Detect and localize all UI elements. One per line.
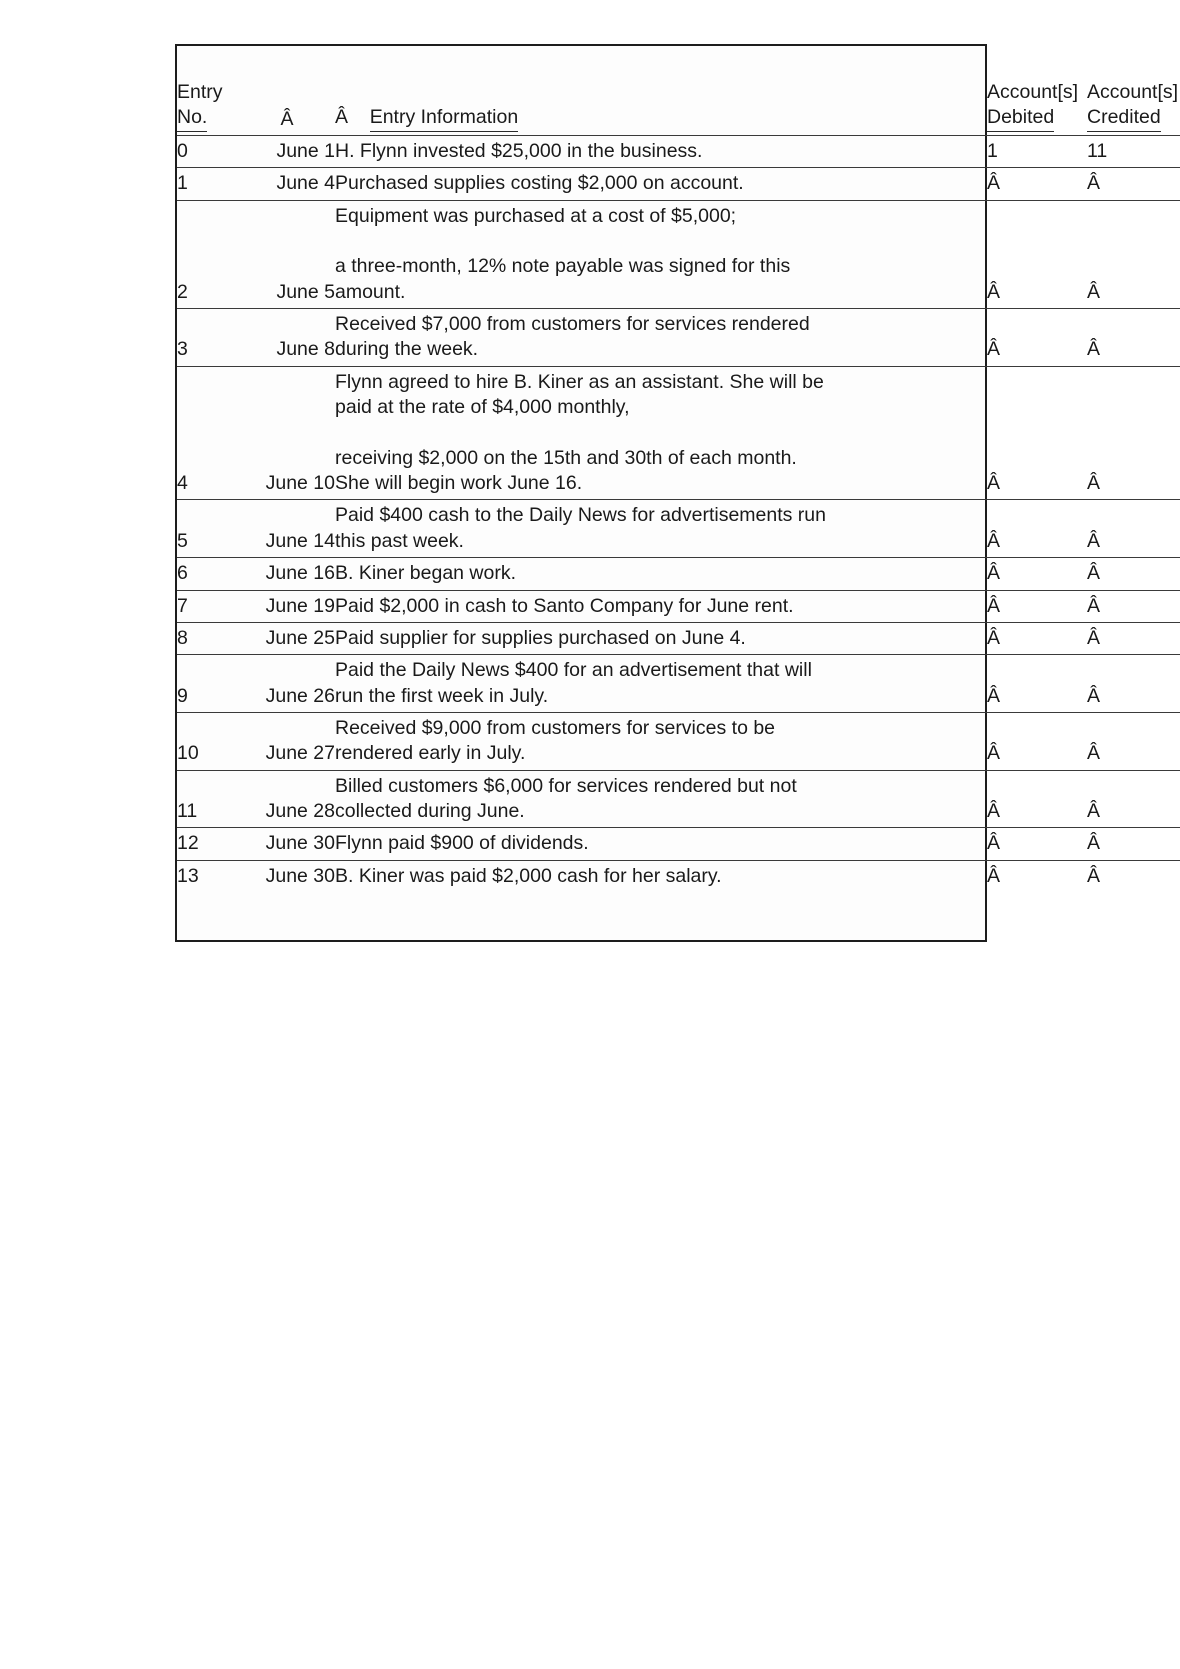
entry-information-line — [335, 229, 987, 254]
account-debited-value: Â — [987, 472, 1001, 495]
table-row — [177, 558, 1180, 590]
cell-entry-information — [335, 622, 987, 654]
cell-entry-no: 0 — [177, 136, 239, 168]
cell-account-debited — [987, 622, 1087, 654]
cell-account-credited — [1087, 860, 1180, 892]
cell-entry-information — [335, 590, 987, 622]
entry-information-line: a three-month, 12% note payable was signed for this — [335, 255, 791, 278]
entry-information-line: Received $9,000 from customers for services to be — [335, 716, 776, 739]
cell-entry-date: June 14 — [239, 500, 335, 558]
cell-entry-date: June 8 — [239, 309, 335, 367]
entry-information-line: H. Flynn invested $25,000 in the business. — [335, 140, 703, 162]
table-row — [177, 712, 1180, 770]
table-row — [177, 200, 1180, 308]
column-header-accounts-credited-line1: Account[s] — [1087, 81, 1179, 104]
cell-entry-no: 12 — [177, 828, 239, 860]
cell-account-debited — [987, 309, 1087, 367]
table-header — [177, 46, 1180, 136]
cell-entry-information — [335, 200, 987, 308]
account-credited-value: Â — [1087, 742, 1101, 765]
account-credited-value: Â — [1087, 172, 1101, 195]
cell-account-credited — [1087, 712, 1180, 770]
account-credited-value: Â — [1087, 472, 1101, 495]
account-debited-value: Â — [987, 529, 1001, 552]
cell-account-debited — [987, 860, 1087, 892]
table-row — [177, 168, 1180, 200]
table-row — [177, 770, 1180, 828]
cell-account-debited — [987, 168, 1087, 200]
account-credited-value: 11 — [1087, 140, 1108, 162]
cell-entry-no: 8 — [177, 622, 239, 654]
account-credited-value: Â — [1087, 562, 1101, 585]
cell-entry-no: 11 — [177, 770, 239, 828]
account-credited-value: Â — [1087, 626, 1101, 649]
account-debited-value: 1 — [987, 140, 998, 162]
column-header-entry-no — [177, 46, 239, 136]
account-credited-value: Â — [1087, 799, 1101, 822]
table-row — [177, 136, 1180, 168]
cell-account-debited — [987, 366, 1087, 500]
cell-account-credited — [1087, 366, 1180, 500]
column-header-accounts-debited — [987, 46, 1087, 136]
entry-information-line: this past week. — [335, 529, 464, 552]
cell-account-debited — [987, 828, 1087, 860]
account-credited-value: Â — [1087, 280, 1101, 303]
table-row — [177, 366, 1180, 500]
column-header-pad-1 — [239, 46, 335, 136]
cell-account-debited — [987, 558, 1087, 590]
cell-entry-date: June 5 — [239, 200, 335, 308]
account-debited-value: Â — [987, 594, 1001, 617]
cell-account-credited — [1087, 828, 1180, 860]
account-debited-value: Â — [987, 799, 1001, 822]
cell-entry-no: 13 — [177, 860, 239, 892]
column-header-accounts-credited — [1087, 46, 1180, 136]
cell-account-credited — [1087, 200, 1180, 308]
column-header-entry-no-line1: Entry — [177, 81, 223, 104]
entry-information-line: amount. — [335, 280, 406, 303]
cell-account-debited — [987, 500, 1087, 558]
entry-information-line: Flynn paid $900 of dividends. — [335, 832, 589, 855]
cell-account-debited — [987, 712, 1087, 770]
account-credited-value: Â — [1087, 594, 1101, 617]
entry-information-line: Paid $2,000 in cash to Santo Company for June rent. — [335, 594, 794, 617]
table-row — [177, 828, 1180, 860]
account-credited-value: Â — [1087, 529, 1101, 552]
entry-information-line: collected during June. — [335, 799, 525, 822]
entry-information-line: paid at the rate of $4,000 monthly, — [335, 396, 630, 419]
cell-entry-date: June 4 — [239, 168, 335, 200]
cell-entry-no: 9 — [177, 655, 239, 713]
cell-entry-date: June 10 — [239, 366, 335, 500]
cell-entry-no: 1 — [177, 168, 239, 200]
account-debited-value: Â — [987, 172, 1001, 195]
cell-account-credited — [1087, 590, 1180, 622]
account-credited-value: Â — [1087, 338, 1101, 361]
entry-information-line: Received $7,000 from customers for services rendered — [335, 313, 810, 336]
cell-entry-date: June 28 — [239, 770, 335, 828]
cell-entry-date: June 1 — [239, 136, 335, 168]
entry-information-line: Paid the Daily News $400 for an advertisement that will — [335, 659, 812, 682]
account-debited-value: Â — [987, 832, 1001, 855]
column-header-pad-1-glyph: Â — [280, 108, 294, 131]
column-header-accounts-debited-line1: Account[s] — [987, 81, 1079, 104]
cell-entry-information — [335, 860, 987, 892]
cell-entry-no: 6 — [177, 558, 239, 590]
cell-entry-information — [335, 712, 987, 770]
cell-entry-date: June 30 — [239, 828, 335, 860]
cell-entry-no: 7 — [177, 590, 239, 622]
entry-information-line: Flynn agreed to hire B. Kiner as an assistant. She will be — [335, 370, 824, 393]
entry-information-line: Paid supplier for supplies purchased on June 4. — [335, 626, 746, 649]
account-debited-value: Â — [987, 626, 1001, 649]
cell-entry-no: 4 — [177, 366, 239, 500]
cell-account-credited — [1087, 168, 1180, 200]
cell-entry-no: 3 — [177, 309, 239, 367]
journal-entry-table — [177, 46, 1180, 892]
table-row — [177, 309, 1180, 367]
cell-entry-date: June 16 — [239, 558, 335, 590]
cell-account-credited — [1087, 500, 1180, 558]
cell-account-credited — [1087, 622, 1180, 654]
cell-account-credited — [1087, 655, 1180, 713]
entry-information-line: receiving $2,000 on the 15th and 30th of each month. — [335, 446, 797, 469]
entry-information-line: B. Kiner began work. — [335, 562, 517, 585]
cell-entry-information — [335, 309, 987, 367]
column-header-accounts-credited-line2: Credited — [1087, 105, 1161, 132]
entry-information-line: rendered early in July. — [335, 742, 526, 765]
cell-entry-date: June 26 — [239, 655, 335, 713]
entry-information-line: during the week. — [335, 338, 479, 361]
cell-entry-date: June 27 — [239, 712, 335, 770]
table-row — [177, 655, 1180, 713]
cell-entry-information — [335, 770, 987, 828]
table-row — [177, 622, 1180, 654]
entry-information-line: Purchased supplies costing $2,000 on account. — [335, 172, 744, 195]
cell-entry-no: 5 — [177, 500, 239, 558]
account-credited-value: Â — [1087, 864, 1101, 887]
cell-entry-information — [335, 828, 987, 860]
entry-information-line: Billed customers $6,000 for services rendered but not — [335, 774, 797, 797]
account-debited-value: Â — [987, 864, 1001, 887]
cell-entry-no: 10 — [177, 712, 239, 770]
table-row — [177, 590, 1180, 622]
table-row — [177, 500, 1180, 558]
entry-information-line: run the first week in July. — [335, 684, 549, 707]
account-debited-value: Â — [987, 280, 1001, 303]
cell-account-debited — [987, 655, 1087, 713]
cell-account-credited — [1087, 558, 1180, 590]
cell-account-debited — [987, 136, 1087, 168]
cell-entry-date: June 30 — [239, 860, 335, 892]
account-debited-value: Â — [987, 338, 1001, 361]
account-credited-value: Â — [1087, 832, 1101, 855]
entry-information-line: B. Kiner was paid $2,000 cash for her salary. — [335, 864, 722, 887]
cell-entry-information — [335, 366, 987, 500]
cell-account-debited — [987, 200, 1087, 308]
column-header-entry-information-label: Entry Information — [370, 105, 518, 132]
account-debited-value: Â — [987, 684, 1001, 707]
cell-entry-information — [335, 500, 987, 558]
cell-entry-information — [335, 168, 987, 200]
table-header-row — [177, 46, 1180, 136]
entry-information-line — [335, 420, 987, 445]
table-body — [177, 136, 1180, 892]
cell-account-credited — [1087, 136, 1180, 168]
cell-entry-information — [335, 558, 987, 590]
cell-account-credited — [1087, 770, 1180, 828]
journal-entry-table-frame — [175, 44, 1179, 942]
cell-entry-information — [335, 136, 987, 168]
column-header-accounts-debited-line2: Debited — [987, 105, 1054, 132]
entry-information-line: She will begin work June 16. — [335, 472, 583, 495]
account-debited-value: Â — [987, 742, 1001, 765]
cell-account-debited — [987, 590, 1087, 622]
column-header-pad-2-glyph: Â — [335, 106, 349, 129]
cell-account-credited — [1087, 309, 1180, 367]
table-row — [177, 860, 1180, 892]
column-header-entry-information — [335, 46, 987, 136]
cell-account-debited — [987, 770, 1087, 828]
cell-entry-date: June 19 — [239, 590, 335, 622]
account-credited-value: Â — [1087, 684, 1101, 707]
account-debited-value: Â — [987, 562, 1001, 585]
cell-entry-date: June 25 — [239, 622, 335, 654]
column-header-entry-no-line2: No. — [177, 105, 207, 132]
cell-entry-information — [335, 655, 987, 713]
entry-information-line: Equipment was purchased at a cost of $5,000; — [335, 204, 737, 227]
cell-entry-no: 2 — [177, 200, 239, 308]
entry-information-line: Paid $400 cash to the Daily News for advertisements run — [335, 504, 826, 527]
